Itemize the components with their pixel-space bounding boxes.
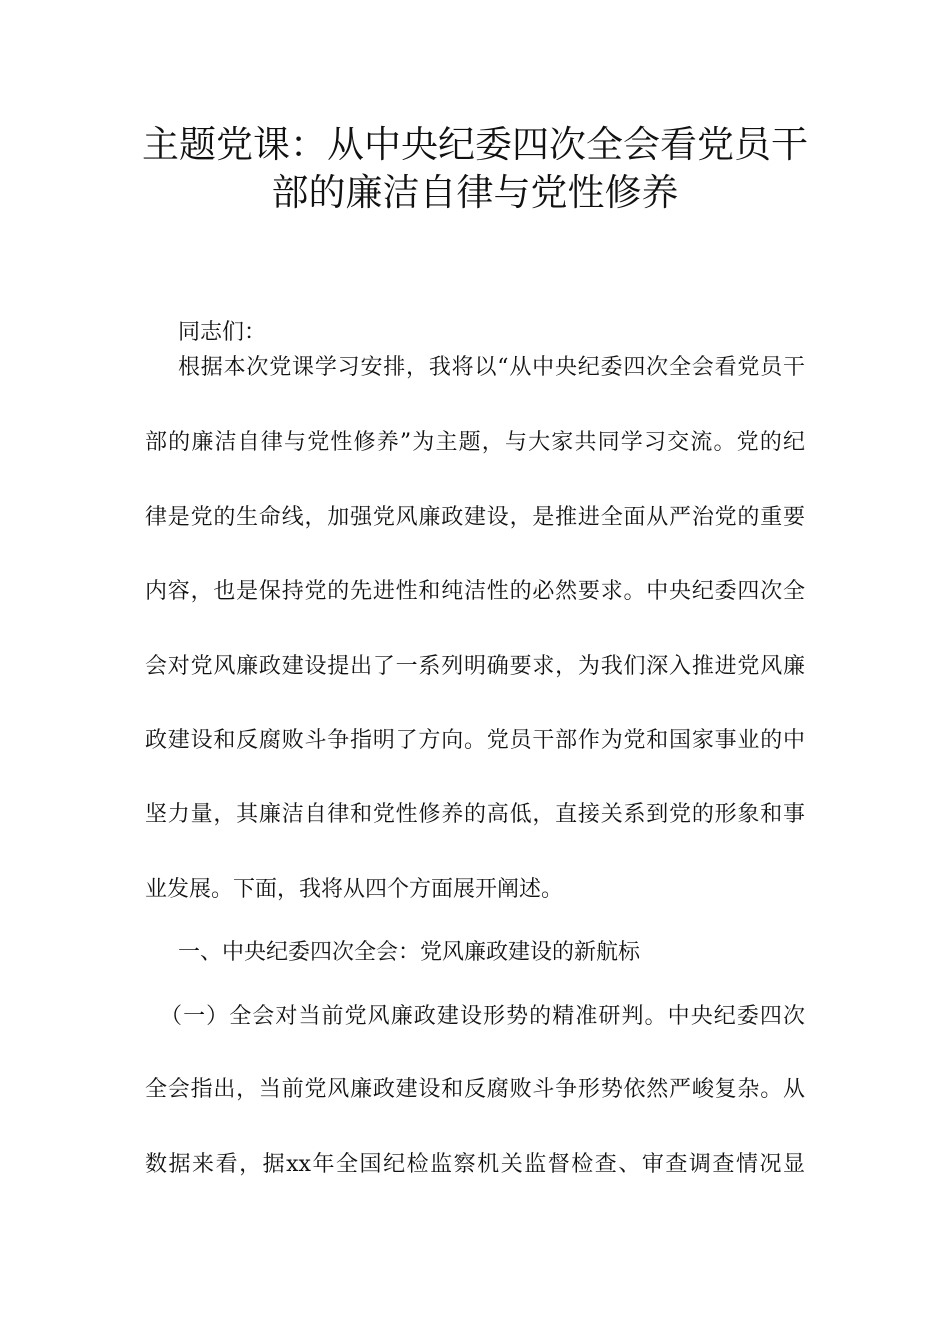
paragraph-line: 政建设和反腐败斗争指明了方向。党员干部作为党和国家事业的中 <box>145 728 805 753</box>
title-line-1: 主题党课：从中央纪委四次全会看党员干 <box>142 123 808 166</box>
paragraph-line: 律是党的生命线，加强党风廉政建设，是推进全面从严治党的重要 <box>145 505 805 530</box>
paragraph-line: 坚力量，其廉洁自律和党性修养的高低，直接关系到党的形象和事 <box>145 802 805 827</box>
paragraph-line: （一）全会对当前党风廉政建设形势的精准研判。中央纪委四次 <box>160 1004 805 1029</box>
paragraph-line: 会对党风廉政建设提出了一系列明确要求，为我们深入推进党风廉 <box>145 654 805 679</box>
greeting: 同志们： <box>178 320 267 345</box>
paragraph-line: 数据来看，据xx年全国纪检监察机关监督检查、审查调查情况显 <box>145 1152 805 1177</box>
paragraph-line: 业发展。下面，我将从四个方面展开阐述。 <box>145 877 564 902</box>
paragraph-line: 全会指出，当前党风廉政建设和反腐败斗争形势依然严峻复杂。从 <box>145 1077 805 1102</box>
paragraph-line: 内容，也是保持党的先进性和纯洁性的必然要求。中央纪委四次全 <box>145 579 805 604</box>
title-line-2: 部的廉洁自律与党性修养 <box>271 171 679 214</box>
section-heading: 一、中央纪委四次全会：党风廉政建设的新航标 <box>178 940 641 965</box>
paragraph-line: 部的廉洁自律与党性修养”为主题，与大家共同学习交流。党的纪 <box>145 430 805 455</box>
paragraph-line: 根据本次党课学习安排，我将以“从中央纪委四次全会看党员干 <box>178 355 805 380</box>
